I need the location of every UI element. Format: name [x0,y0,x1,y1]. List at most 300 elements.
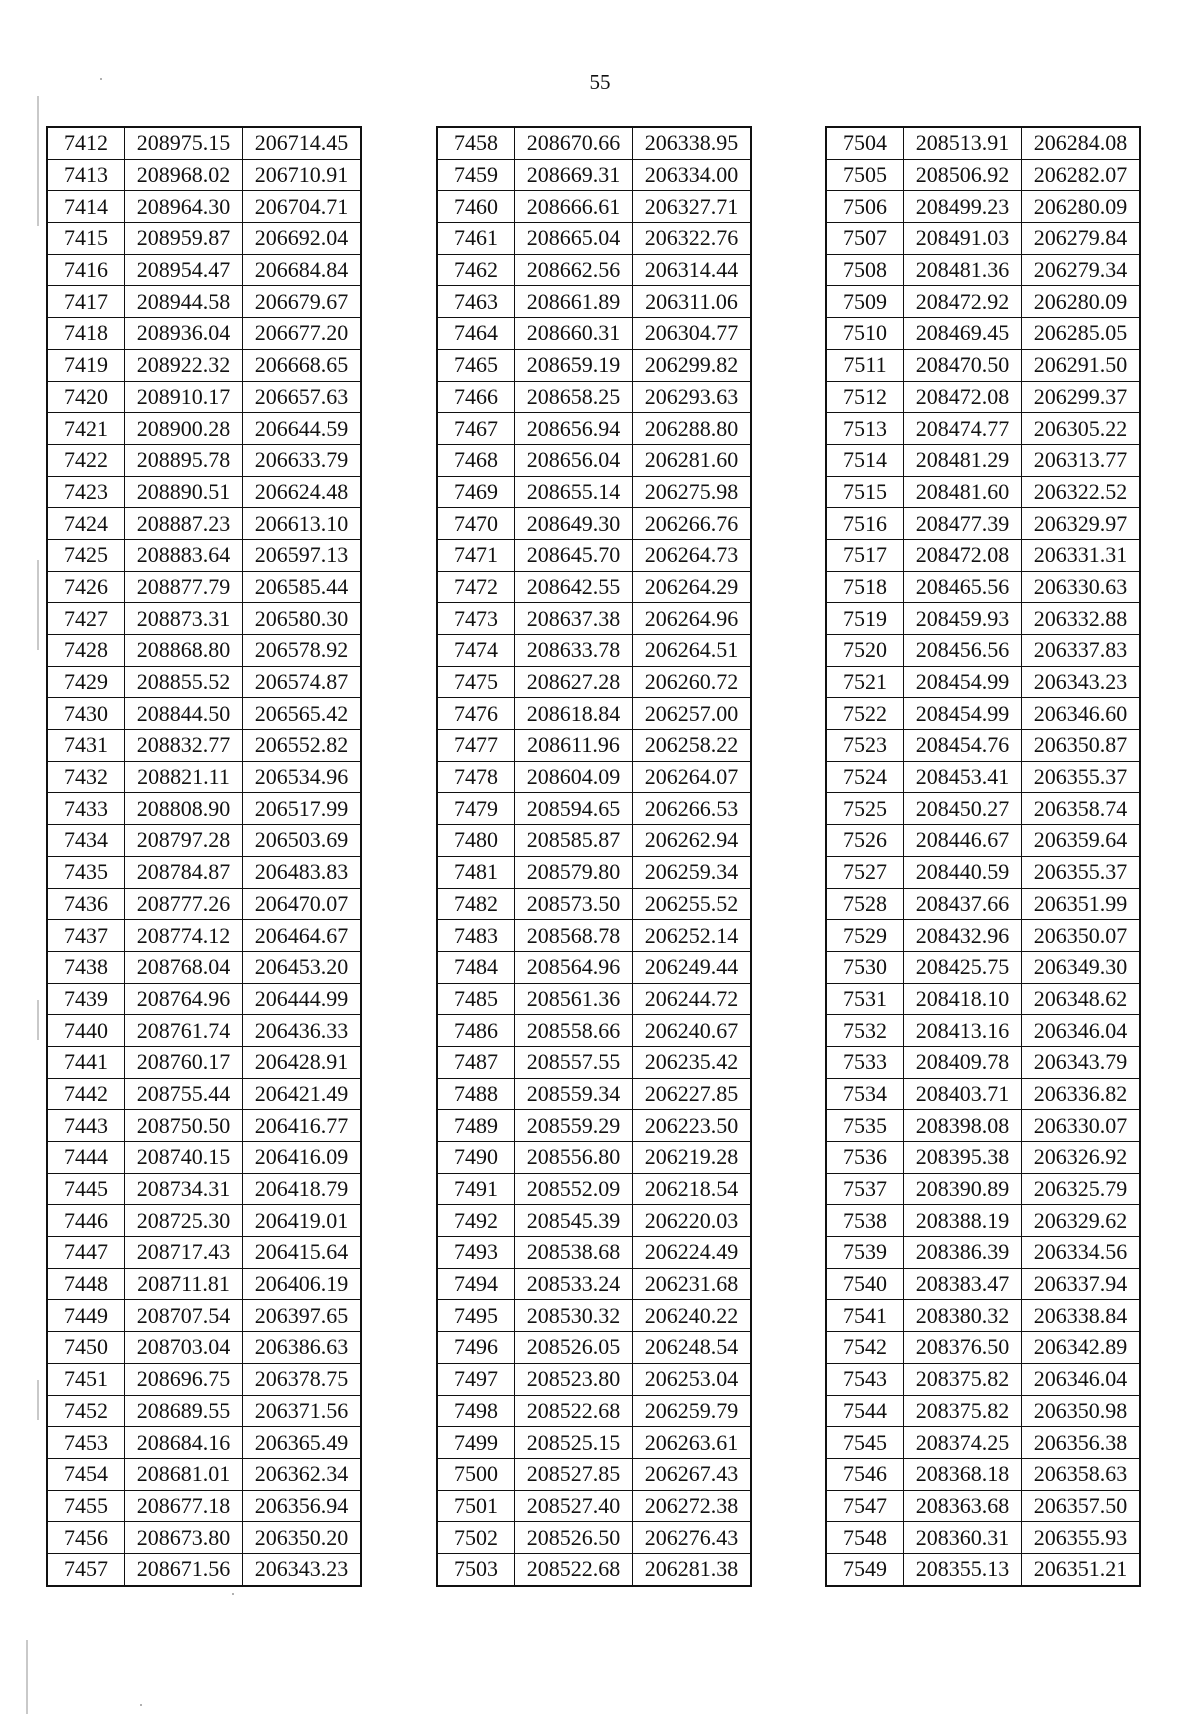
point-number-cell: 7458 [437,127,515,159]
x-coordinate-cell: 208469.45 [904,318,1022,350]
point-number-cell: 7486 [437,1015,515,1047]
y-coordinate-cell: 206266.76 [633,508,752,540]
x-coordinate-cell: 208655.14 [515,476,633,508]
x-coordinate-cell: 208530.32 [515,1300,633,1332]
y-coordinate-cell: 206419.01 [243,1205,362,1237]
table-row [826,1173,1140,1205]
x-coordinate-cell: 208656.04 [515,444,633,476]
table-row [47,508,361,540]
table-row [826,381,1140,413]
x-coordinate-cell: 208453.41 [904,761,1022,793]
y-coordinate-cell: 206371.56 [243,1395,362,1427]
y-coordinate-cell: 206343.23 [243,1553,362,1585]
y-coordinate-cell: 206227.85 [633,1078,752,1110]
x-coordinate-cell: 208499.23 [904,191,1022,223]
scan-margin-line [26,1640,28,1714]
point-number-cell: 7503 [437,1553,515,1585]
point-number-cell: 7490 [437,1142,515,1174]
table-row [437,571,751,603]
scan-margin-line [37,1000,39,1040]
table-row [826,444,1140,476]
table-row [826,539,1140,571]
y-coordinate-cell: 206565.42 [243,698,362,730]
point-number-cell: 7516 [826,508,904,540]
y-coordinate-cell: 206633.79 [243,444,362,476]
table-row [437,635,751,667]
point-number-cell: 7469 [437,476,515,508]
page-number: 55 [589,70,611,94]
table-row [47,983,361,1015]
y-coordinate-cell: 206280.09 [1022,286,1141,318]
point-number-cell: 7518 [826,571,904,603]
point-number-cell: 7435 [47,856,125,888]
x-coordinate-cell: 208922.32 [125,349,243,381]
table-row [47,1046,361,1078]
y-coordinate-cell: 206613.10 [243,508,362,540]
y-coordinate-cell: 206351.21 [1022,1553,1141,1585]
table-row [47,1173,361,1205]
y-coordinate-cell: 206313.77 [1022,444,1141,476]
table-row [826,1142,1140,1174]
y-coordinate-cell: 206248.54 [633,1332,752,1364]
x-coordinate-cell: 208523.80 [515,1363,633,1395]
y-coordinate-cell: 206657.63 [243,381,362,413]
point-number-cell: 7432 [47,761,125,793]
table-row [437,1553,751,1585]
point-number-cell: 7517 [826,539,904,571]
x-coordinate-cell: 208936.04 [125,318,243,350]
x-coordinate-cell: 208383.47 [904,1268,1022,1300]
point-number-cell: 7466 [437,381,515,413]
table-row [437,127,751,159]
x-coordinate-cell: 208559.29 [515,1110,633,1142]
x-coordinate-cell: 208579.80 [515,856,633,888]
point-number-cell: 7485 [437,983,515,1015]
y-coordinate-cell: 206220.03 [633,1205,752,1237]
table-row [437,1173,751,1205]
x-coordinate-cell: 208681.01 [125,1458,243,1490]
table-row [437,1363,751,1395]
point-number-cell: 7495 [437,1300,515,1332]
table-row [437,856,751,888]
table-row [437,793,751,825]
table-row [437,761,751,793]
table-row [437,191,751,223]
point-number-cell: 7439 [47,983,125,1015]
point-number-cell: 7470 [437,508,515,540]
y-coordinate-cell: 206264.07 [633,761,752,793]
y-coordinate-cell: 206378.75 [243,1363,362,1395]
x-coordinate-cell: 208665.04 [515,223,633,255]
y-coordinate-cell: 206327.71 [633,191,752,223]
point-number-cell: 7471 [437,539,515,571]
y-coordinate-cell: 206644.59 [243,413,362,445]
table-row [47,698,361,730]
x-coordinate-cell: 208689.55 [125,1395,243,1427]
y-coordinate-cell: 206684.84 [243,254,362,286]
y-coordinate-cell: 206329.97 [1022,508,1141,540]
table-row [437,1395,751,1427]
x-coordinate-cell: 208446.67 [904,825,1022,857]
y-coordinate-cell: 206346.60 [1022,698,1141,730]
x-coordinate-cell: 208649.30 [515,508,633,540]
point-number-cell: 7515 [826,476,904,508]
x-coordinate-cell: 208645.70 [515,539,633,571]
point-number-cell: 7509 [826,286,904,318]
y-coordinate-cell: 206349.30 [1022,951,1141,983]
y-coordinate-cell: 206337.83 [1022,635,1141,667]
x-coordinate-cell: 208395.38 [904,1142,1022,1174]
table-row [826,793,1140,825]
point-number-cell: 7425 [47,539,125,571]
x-coordinate-cell: 208413.16 [904,1015,1022,1047]
table-row [826,1427,1140,1459]
table-row [437,444,751,476]
x-coordinate-cell: 208360.31 [904,1522,1022,1554]
x-coordinate-cell: 208659.19 [515,349,633,381]
y-coordinate-cell: 206416.09 [243,1142,362,1174]
x-coordinate-cell: 208526.05 [515,1332,633,1364]
y-coordinate-cell: 206260.72 [633,666,752,698]
point-number-cell: 7533 [826,1046,904,1078]
table-row [826,761,1140,793]
point-number-cell: 7506 [826,191,904,223]
point-number-cell: 7492 [437,1205,515,1237]
x-coordinate-cell: 208437.66 [904,888,1022,920]
table-row [47,413,361,445]
y-coordinate-cell: 206668.65 [243,349,362,381]
x-coordinate-cell: 208910.17 [125,381,243,413]
x-coordinate-cell: 208618.84 [515,698,633,730]
y-coordinate-cell: 206624.48 [243,476,362,508]
point-number-cell: 7445 [47,1173,125,1205]
point-number-cell: 7480 [437,825,515,857]
table-row [826,1363,1140,1395]
table-row [437,286,751,318]
y-coordinate-cell: 206421.49 [243,1078,362,1110]
point-number-cell: 7462 [437,254,515,286]
table-row [826,603,1140,635]
x-coordinate-cell: 208968.02 [125,159,243,191]
table-row [47,825,361,857]
point-number-cell: 7498 [437,1395,515,1427]
x-coordinate-cell: 208677.18 [125,1490,243,1522]
table-row [826,571,1140,603]
y-coordinate-cell: 206356.38 [1022,1427,1141,1459]
point-number-cell: 7500 [437,1458,515,1490]
table-row [437,539,751,571]
table-row [437,1268,751,1300]
x-coordinate-cell: 208761.74 [125,1015,243,1047]
x-coordinate-cell: 208696.75 [125,1363,243,1395]
point-number-cell: 7545 [826,1427,904,1459]
y-coordinate-cell: 206343.79 [1022,1046,1141,1078]
x-coordinate-cell: 208734.31 [125,1173,243,1205]
table-row [826,1015,1140,1047]
point-number-cell: 7436 [47,888,125,920]
y-coordinate-cell: 206418.79 [243,1173,362,1205]
y-coordinate-cell: 206355.93 [1022,1522,1141,1554]
y-coordinate-cell: 206585.44 [243,571,362,603]
x-coordinate-cell: 208425.75 [904,951,1022,983]
point-number-cell: 7447 [47,1237,125,1269]
x-coordinate-cell: 208671.56 [125,1553,243,1585]
y-coordinate-cell: 206284.08 [1022,127,1141,159]
table-row [47,1490,361,1522]
x-coordinate-cell: 208725.30 [125,1205,243,1237]
table-row [47,286,361,318]
y-coordinate-cell: 206714.45 [243,127,362,159]
x-coordinate-cell: 208506.92 [904,159,1022,191]
x-coordinate-cell: 208470.50 [904,349,1022,381]
scan-speck [232,1593,234,1595]
point-number-cell: 7430 [47,698,125,730]
x-coordinate-cell: 208669.31 [515,159,633,191]
table-row [437,159,751,191]
table-row [826,983,1140,1015]
point-number-cell: 7422 [47,444,125,476]
point-number-cell: 7459 [437,159,515,191]
y-coordinate-cell: 206299.82 [633,349,752,381]
point-number-cell: 7542 [826,1332,904,1364]
table-row [47,1300,361,1332]
y-coordinate-cell: 206264.51 [633,635,752,667]
table-row [47,1458,361,1490]
x-coordinate-cell: 208877.79 [125,571,243,603]
table-row [47,1142,361,1174]
x-coordinate-cell: 208975.15 [125,127,243,159]
y-coordinate-cell: 206305.22 [1022,413,1141,445]
y-coordinate-cell: 206299.37 [1022,381,1141,413]
x-coordinate-cell: 208538.68 [515,1237,633,1269]
table-row [826,1268,1140,1300]
point-number-cell: 7543 [826,1363,904,1395]
y-coordinate-cell: 206350.20 [243,1522,362,1554]
point-number-cell: 7468 [437,444,515,476]
table-row [437,698,751,730]
y-coordinate-cell: 206355.37 [1022,856,1141,888]
point-number-cell: 7427 [47,603,125,635]
table-row [437,1332,751,1364]
point-number-cell: 7449 [47,1300,125,1332]
x-coordinate-cell: 208465.56 [904,571,1022,603]
x-coordinate-cell: 208895.78 [125,444,243,476]
y-coordinate-cell: 206350.98 [1022,1395,1141,1427]
y-coordinate-cell: 206397.65 [243,1300,362,1332]
point-number-cell: 7538 [826,1205,904,1237]
point-number-cell: 7512 [826,381,904,413]
scan-speck [140,1704,142,1706]
y-coordinate-cell: 206348.62 [1022,983,1141,1015]
coordinate-table-middle [436,126,752,1587]
x-coordinate-cell: 208755.44 [125,1078,243,1110]
y-coordinate-cell: 206597.13 [243,539,362,571]
y-coordinate-cell: 206279.84 [1022,223,1141,255]
point-number-cell: 7504 [826,127,904,159]
table-row [826,920,1140,952]
y-coordinate-cell: 206416.77 [243,1110,362,1142]
point-number-cell: 7528 [826,888,904,920]
point-number-cell: 7454 [47,1458,125,1490]
table-row [47,951,361,983]
point-number-cell: 7489 [437,1110,515,1142]
y-coordinate-cell: 206240.67 [633,1015,752,1047]
y-coordinate-cell: 206330.63 [1022,571,1141,603]
x-coordinate-cell: 208964.30 [125,191,243,223]
point-number-cell: 7421 [47,413,125,445]
y-coordinate-cell: 206679.67 [243,286,362,318]
point-number-cell: 7477 [437,730,515,762]
x-coordinate-cell: 208760.17 [125,1046,243,1078]
y-coordinate-cell: 206331.31 [1022,539,1141,571]
table-row [47,1078,361,1110]
table-row [826,1490,1140,1522]
point-number-cell: 7444 [47,1142,125,1174]
x-coordinate-cell: 208527.40 [515,1490,633,1522]
x-coordinate-cell: 208573.50 [515,888,633,920]
y-coordinate-cell: 206704.71 [243,191,362,223]
y-coordinate-cell: 206334.00 [633,159,752,191]
y-coordinate-cell: 206257.00 [633,698,752,730]
point-number-cell: 7412 [47,127,125,159]
x-coordinate-cell: 208477.39 [904,508,1022,540]
table-row [47,381,361,413]
y-coordinate-cell: 206259.34 [633,856,752,888]
x-coordinate-cell: 208390.89 [904,1173,1022,1205]
point-number-cell: 7507 [826,223,904,255]
point-number-cell: 7438 [47,951,125,983]
point-number-cell: 7415 [47,223,125,255]
y-coordinate-cell: 206219.28 [633,1142,752,1174]
y-coordinate-cell: 206264.96 [633,603,752,635]
x-coordinate-cell: 208594.65 [515,793,633,825]
point-number-cell: 7414 [47,191,125,223]
table-row [437,413,751,445]
point-number-cell: 7522 [826,698,904,730]
table-row [826,1522,1140,1554]
table-row [826,254,1140,286]
y-coordinate-cell: 206267.43 [633,1458,752,1490]
y-coordinate-cell: 206350.87 [1022,730,1141,762]
point-number-cell: 7426 [47,571,125,603]
point-number-cell: 7487 [437,1046,515,1078]
x-coordinate-cell: 208750.50 [125,1110,243,1142]
point-number-cell: 7532 [826,1015,904,1047]
table-row [437,951,751,983]
y-coordinate-cell: 206436.33 [243,1015,362,1047]
point-number-cell: 7455 [47,1490,125,1522]
y-coordinate-cell: 206358.63 [1022,1458,1141,1490]
y-coordinate-cell: 206334.56 [1022,1237,1141,1269]
scan-margin-line [37,96,39,226]
table-row [826,698,1140,730]
y-coordinate-cell: 206311.06 [633,286,752,318]
x-coordinate-cell: 208666.61 [515,191,633,223]
scan-speck [100,78,102,80]
x-coordinate-cell: 208777.26 [125,888,243,920]
x-coordinate-cell: 208832.77 [125,730,243,762]
table-row [47,1395,361,1427]
x-coordinate-cell: 208474.77 [904,413,1022,445]
x-coordinate-cell: 208633.78 [515,635,633,667]
point-number-cell: 7514 [826,444,904,476]
y-coordinate-cell: 206342.89 [1022,1332,1141,1364]
point-number-cell: 7475 [437,666,515,698]
y-coordinate-cell: 206291.50 [1022,349,1141,381]
x-coordinate-cell: 208611.96 [515,730,633,762]
scan-margin-line [37,1380,39,1420]
y-coordinate-cell: 206253.04 [633,1363,752,1395]
point-number-cell: 7539 [826,1237,904,1269]
point-number-cell: 7510 [826,318,904,350]
x-coordinate-cell: 208558.66 [515,1015,633,1047]
table-row [437,1458,751,1490]
x-coordinate-cell: 208398.08 [904,1110,1022,1142]
y-coordinate-cell: 206710.91 [243,159,362,191]
table-row [47,793,361,825]
point-number-cell: 7513 [826,413,904,445]
table-row [47,730,361,762]
point-number-cell: 7505 [826,159,904,191]
point-number-cell: 7484 [437,951,515,983]
x-coordinate-cell: 208887.23 [125,508,243,540]
y-coordinate-cell: 206258.22 [633,730,752,762]
point-number-cell: 7481 [437,856,515,888]
table-row [826,1205,1140,1237]
y-coordinate-cell: 206329.62 [1022,1205,1141,1237]
y-coordinate-cell: 206259.79 [633,1395,752,1427]
x-coordinate-cell: 208355.13 [904,1553,1022,1585]
table-row [47,318,361,350]
x-coordinate-cell: 208533.24 [515,1268,633,1300]
point-number-cell: 7457 [47,1553,125,1585]
point-number-cell: 7461 [437,223,515,255]
x-coordinate-cell: 208808.90 [125,793,243,825]
table-row [437,603,751,635]
x-coordinate-cell: 208481.29 [904,444,1022,476]
x-coordinate-cell: 208363.68 [904,1490,1022,1522]
x-coordinate-cell: 208388.19 [904,1205,1022,1237]
table-row [826,1078,1140,1110]
table-row [47,1522,361,1554]
y-coordinate-cell: 206677.20 [243,318,362,350]
table-row [826,635,1140,667]
point-number-cell: 7428 [47,635,125,667]
x-coordinate-cell: 208418.10 [904,983,1022,1015]
point-number-cell: 7453 [47,1427,125,1459]
table-row [47,539,361,571]
table-row [437,1015,751,1047]
x-coordinate-cell: 208491.03 [904,223,1022,255]
table-row [47,444,361,476]
table-row [47,1363,361,1395]
x-coordinate-cell: 208440.59 [904,856,1022,888]
y-coordinate-cell: 206288.80 [633,413,752,445]
table-row [47,635,361,667]
point-number-cell: 7540 [826,1268,904,1300]
point-number-cell: 7511 [826,349,904,381]
y-coordinate-cell: 206293.63 [633,381,752,413]
x-coordinate-cell: 208526.50 [515,1522,633,1554]
table-row [826,223,1140,255]
point-number-cell: 7527 [826,856,904,888]
point-number-cell: 7429 [47,666,125,698]
x-coordinate-cell: 208472.08 [904,539,1022,571]
coordinate-table-left [46,126,362,1587]
table-row [47,349,361,381]
x-coordinate-cell: 208656.94 [515,413,633,445]
point-number-cell: 7420 [47,381,125,413]
